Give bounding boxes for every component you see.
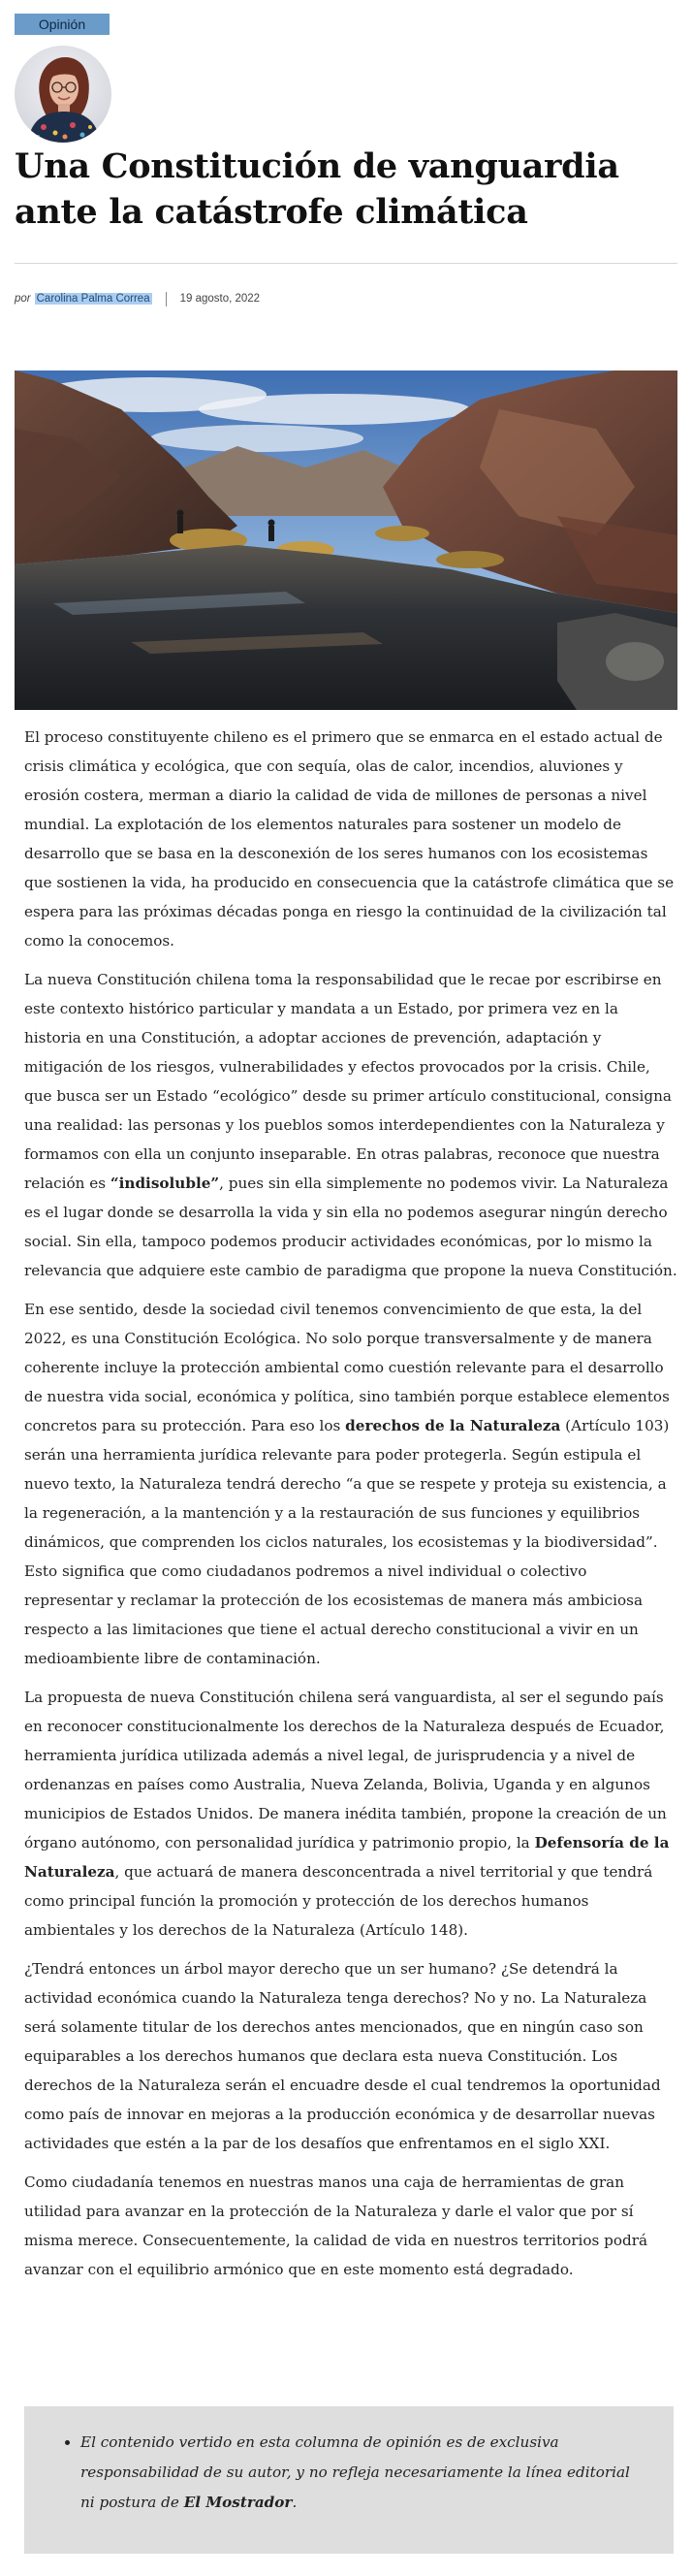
hero-image — [15, 370, 677, 710]
paragraph-text: La propuesta de nueva Constitución chilena será vanguardista, al ser el segundo país en reconocer constitucionalmente los derechos de la Naturaleza después de Ecuador, herramienta jurídica utilizada además a nivel legal, de jurisprudencia y a nivel de ordenanzas en países como Australia, Nueva Zelanda, Bolivia, Uganda y en algunos municipios de Estados Unidos. De manera inédita también, propone la creación de un órgano autónomo, con personalidad jurídica y patrimonio propio, la — [24, 1689, 667, 1852]
divider — [15, 263, 677, 264]
byline-separator — [166, 292, 167, 306]
paragraph-text: ¿Tendrá entonces un árbol mayor derecho que un ser humano? ¿Se detendrá la actividad económica cuando la Naturaleza tenga derechos? No y no. La Naturaleza será solamente titular de los derechos antes mencionados, que en ningún caso son equiparables a los derechos humanos que declara esta nueva Constitución. Los derechos de la Naturaleza serán el encuadre desde el cual tendremos la oportunidad como país de innovar en mejoras a la producción económica y de desarrollar nuevas actividades que estén a la par de los desafíos que enfrentamos en el siglo XXI. — [24, 1960, 661, 2152]
paragraph-text: , pues sin ella simplemente no podemos vivir. La Naturaleza es el lugar donde se desarrolla la vida y sin ella no podemos asegurar ningún derecho social. Sin ella, tampoco podemos producir actividades económicas, por lo mismo la relevancia que adquiere este cambio de paradigma que propone la nueva Constitución. — [24, 1175, 677, 1279]
paragraph-text: Como ciudadanía tenemos en nuestras manos una caja de herramientas de gran utilidad para avanzar en la protección de la Naturaleza y darle el valor que por sí misma merece. Consecuentemente, la calidad de vida en nuestros territorios podrá avanzar con el equilibrio armónico que en este momento está degradado. — [24, 2174, 648, 2278]
article-body — [24, 723, 679, 2294]
paragraph — [24, 1954, 679, 2158]
paragraph — [24, 1295, 679, 1673]
emphasis: “indisoluble” — [110, 1175, 220, 1192]
paragraph — [24, 1683, 679, 1945]
publish-date: 19 agosto, 2022 — [179, 293, 261, 305]
publication-name: El Mostrador — [183, 2494, 293, 2511]
disclaimer-box — [24, 2406, 674, 2554]
paragraph-text: En ese sentido, desde la sociedad civil tenemos convencimiento de que esta, la del 2022, es una Constitución Ecológica. No solo porque transversalmente y de manera coherente incluye la protección ambiental como cuestión relevante para el desarrollo de nuestra vida social, económica y política, sino también porque establece elementos concretos para su protección. Para eso los — [24, 1301, 670, 1434]
author-avatar[interactable] — [15, 46, 111, 143]
author-link[interactable]: Carolina Palma Correa — [36, 293, 150, 305]
disclaimer-body: El contenido vertido en esta columna de opinión es de exclusiva responsabilidad de su autor, y no refleja necesariamente la línea editorial ni postura de — [80, 2433, 630, 2511]
emphasis: Defensoría de la Naturaleza — [24, 1834, 670, 1881]
disclaimer-end: . — [292, 2494, 298, 2511]
paragraph — [24, 723, 679, 955]
author-portrait — [15, 46, 111, 143]
disclaimer-text — [80, 2428, 635, 2518]
article-title: Una Constitución de vanguardia ante la catástrofe climática — [15, 146, 619, 232]
paragraph-text: La nueva Constitución chilena toma la responsabilidad que le recae por escribirse en este contexto histórico particular y mandata a un Estado, por primera vez en la historia en una Constitución, a adoptar acciones de prevención, adaptación y mitigación de los riesgos, vulnerabilidades y efectos provocados por la crisis. Chile, que busca ser un Estado “ecológico” desde su primer artículo constitucional, consigna una realidad: las personas y los pueblos somos interdependientes con la Naturaleza y formamos con ella un conjunto inseparable. En otras palabras, reconoce que nuestra relación es — [24, 971, 672, 1192]
byline-prefix: por — [15, 293, 31, 305]
category-tag[interactable]: Opinión — [15, 14, 110, 35]
paragraph-text: , que actuará de manera desconcentrada a nivel territorial y que tendrá como principal función la promoción y protección de los derechos humanos ambientales y los derechos de la Naturaleza (Artículo 148). — [24, 1863, 653, 1939]
emphasis: derechos de la Naturaleza — [345, 1417, 561, 1434]
paragraph — [24, 965, 679, 1285]
paragraph-text: (Artículo 103) serán una herramienta jurídica relevante para poder protegerla. Según estipula el nuevo texto, la Naturaleza tendrá derecho “a que se respete y proteja su existencia, a la regeneración, a la mantención y a la restauración de sus funciones y equilibrios dinámicos, que comprenden los ciclos naturales, los ecosistemas y la biodiversidad”. Esto significa que como ciudadanos podremos a nivel individual o colectivo representar y reclamar la protección de los ecosistemas de manera más ambiciosa respecto a las limitaciones que tiene el actual derecho constitucional a vivir en un medioambiente libre de contaminación. — [24, 1417, 670, 1667]
byline — [15, 290, 260, 307]
paragraph-text: El proceso constituyente chileno es el primero que se enmarca en el estado actual de crisis climática y ecológica, que con sequía, olas de calor, incendios, aluviones y erosión costera, merman a diario la calidad de vida de millones de personas a nivel mundial. La explotación de los elementos naturales para sostener un modelo de desarrollo que se basa en la desconexión de los seres humanos con los ecosistemas que sostienen la vida, ha producido en consecuencia que la catástrofe climática que se espera para las próximas décadas ponga en riesgo la continuidad de la civilización tal como la conocemos. — [24, 728, 675, 950]
paragraph — [24, 2168, 679, 2284]
